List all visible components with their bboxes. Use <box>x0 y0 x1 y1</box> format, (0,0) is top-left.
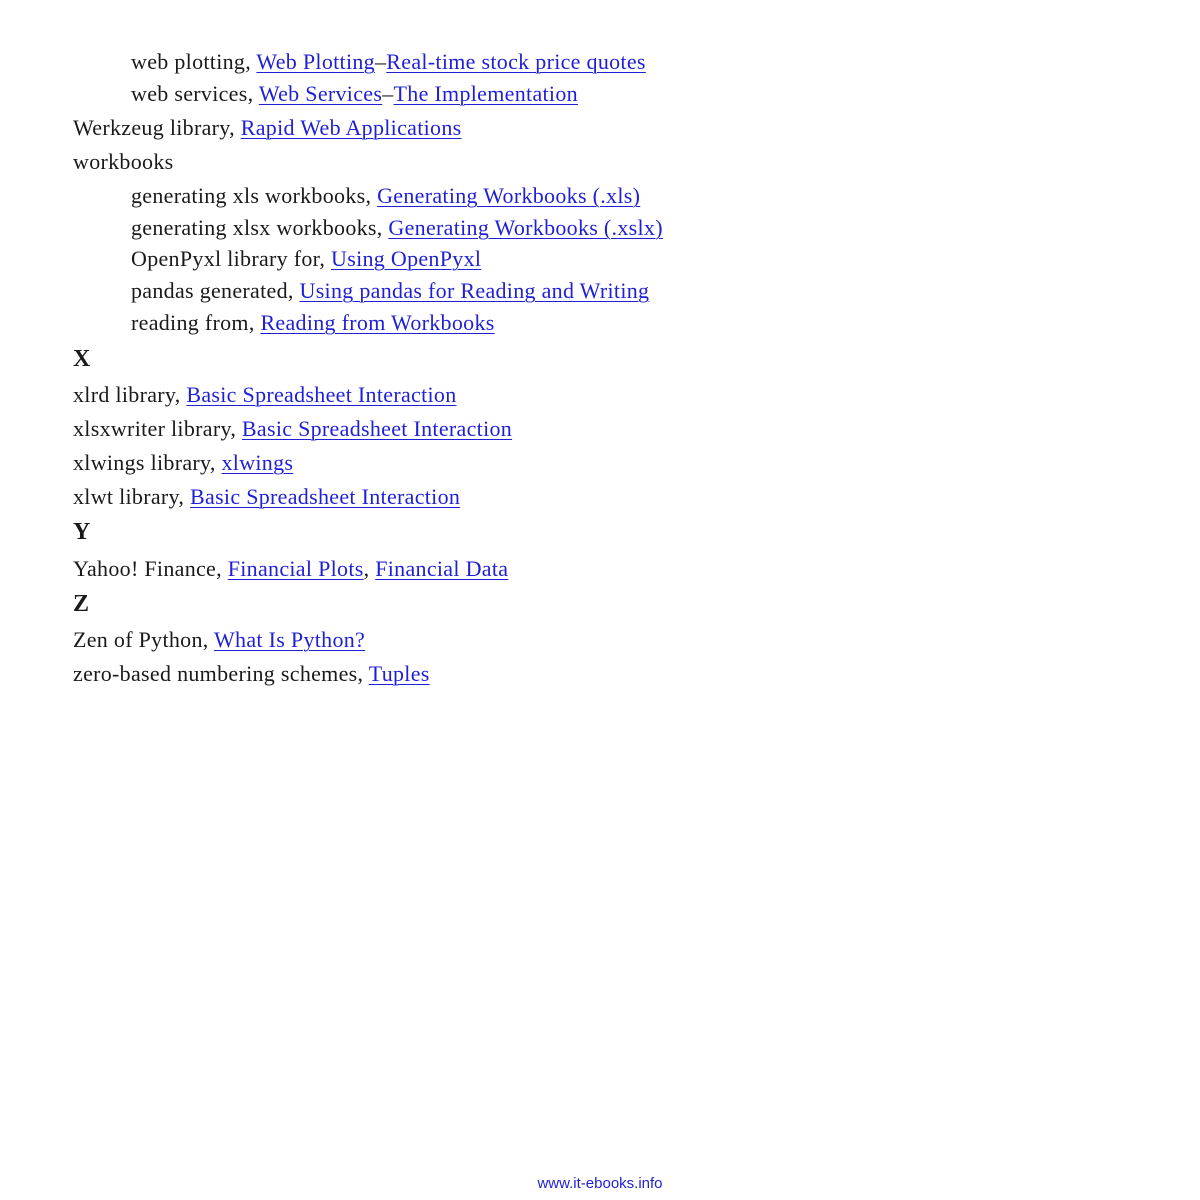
index-link[interactable]: Real-time stock price quotes <box>386 49 646 74</box>
index-link[interactable]: Financial Data <box>375 556 509 581</box>
index-link[interactable]: Basic Spreadsheet Interaction <box>190 484 461 509</box>
entry-term: web plotting, <box>131 49 257 74</box>
section-heading-y: Y <box>73 519 91 545</box>
index-link[interactable]: Reading from Workbooks <box>260 310 495 335</box>
entry-term: generating xls workbooks, <box>131 183 378 208</box>
index-entry-pandas-generated <box>131 278 649 304</box>
index-entry-xlrd <box>73 382 457 408</box>
index-link[interactable]: Basic Spreadsheet Interaction <box>241 416 513 441</box>
link-separator: , <box>363 556 376 581</box>
index-link[interactable]: What Is Python? <box>213 627 366 652</box>
entry-term: Yahoo! Finance, <box>73 556 228 581</box>
index-entry-openpyxl <box>131 246 481 272</box>
index-link[interactable]: Using pandas for Reading and Writing <box>299 278 650 303</box>
entry-term: web services, <box>131 81 259 106</box>
index-entry-web-services <box>131 81 578 107</box>
entry-term: Werkzeug library, <box>73 115 241 140</box>
index-entry-generating-xls <box>131 183 640 209</box>
index-entry-xlwt <box>73 484 460 510</box>
range-separator: – <box>382 81 394 106</box>
index-link[interactable]: Web Services <box>258 81 383 106</box>
entry-term: OpenPyxl library for, <box>131 246 332 271</box>
index-entry-reading-from <box>131 310 495 336</box>
entry-term: xlwings library, <box>73 450 222 475</box>
index-entry-zen-of-python <box>73 627 365 653</box>
entry-term: generating xlsx workbooks, <box>131 215 389 240</box>
index-entry-web-plotting <box>131 49 646 75</box>
index-link[interactable]: Generating Workbooks (.xls) <box>377 183 641 208</box>
entry-term: Zen of Python, <box>73 627 214 652</box>
index-link[interactable]: Financial Plots <box>227 556 364 581</box>
index-link[interactable]: Using OpenPyxl <box>331 246 482 271</box>
index-entry-generating-xlsx <box>131 215 663 241</box>
index-entry-workbooks <box>73 149 173 175</box>
index-entry-zero-based <box>73 661 430 687</box>
index-entry-werkzeug <box>73 115 462 141</box>
entry-term: zero-based numbering schemes, <box>73 661 369 686</box>
index-link[interactable]: Tuples <box>368 661 430 686</box>
index-entry-yahoo-finance <box>73 556 508 582</box>
entry-term: xlsxwriter library, <box>73 416 242 441</box>
entry-term: pandas generated, <box>131 278 300 303</box>
entry-term: xlwt library, <box>73 484 191 509</box>
section-heading-z: Z <box>73 591 90 617</box>
index-link[interactable]: Basic Spreadsheet Interaction <box>186 382 457 407</box>
index-entry-xlsxwriter <box>73 416 512 442</box>
entry-term: reading from, <box>131 310 261 335</box>
index-link[interactable]: xlwings <box>221 450 294 475</box>
index-link[interactable]: Rapid Web Applications <box>240 115 462 140</box>
entry-term: xlrd library, <box>73 382 187 407</box>
range-separator: – <box>374 49 387 74</box>
section-heading-x: X <box>73 346 91 372</box>
index-link[interactable]: Generating Workbooks (.xslx) <box>388 215 663 240</box>
entry-term: workbooks <box>73 149 174 174</box>
footer-watermark-link[interactable]: www.it-ebooks.info <box>537 1175 663 1192</box>
index-link[interactable]: The Implementation <box>393 81 578 106</box>
index-link[interactable]: Web Plotting <box>256 49 375 74</box>
index-entry-xlwings <box>73 450 293 476</box>
